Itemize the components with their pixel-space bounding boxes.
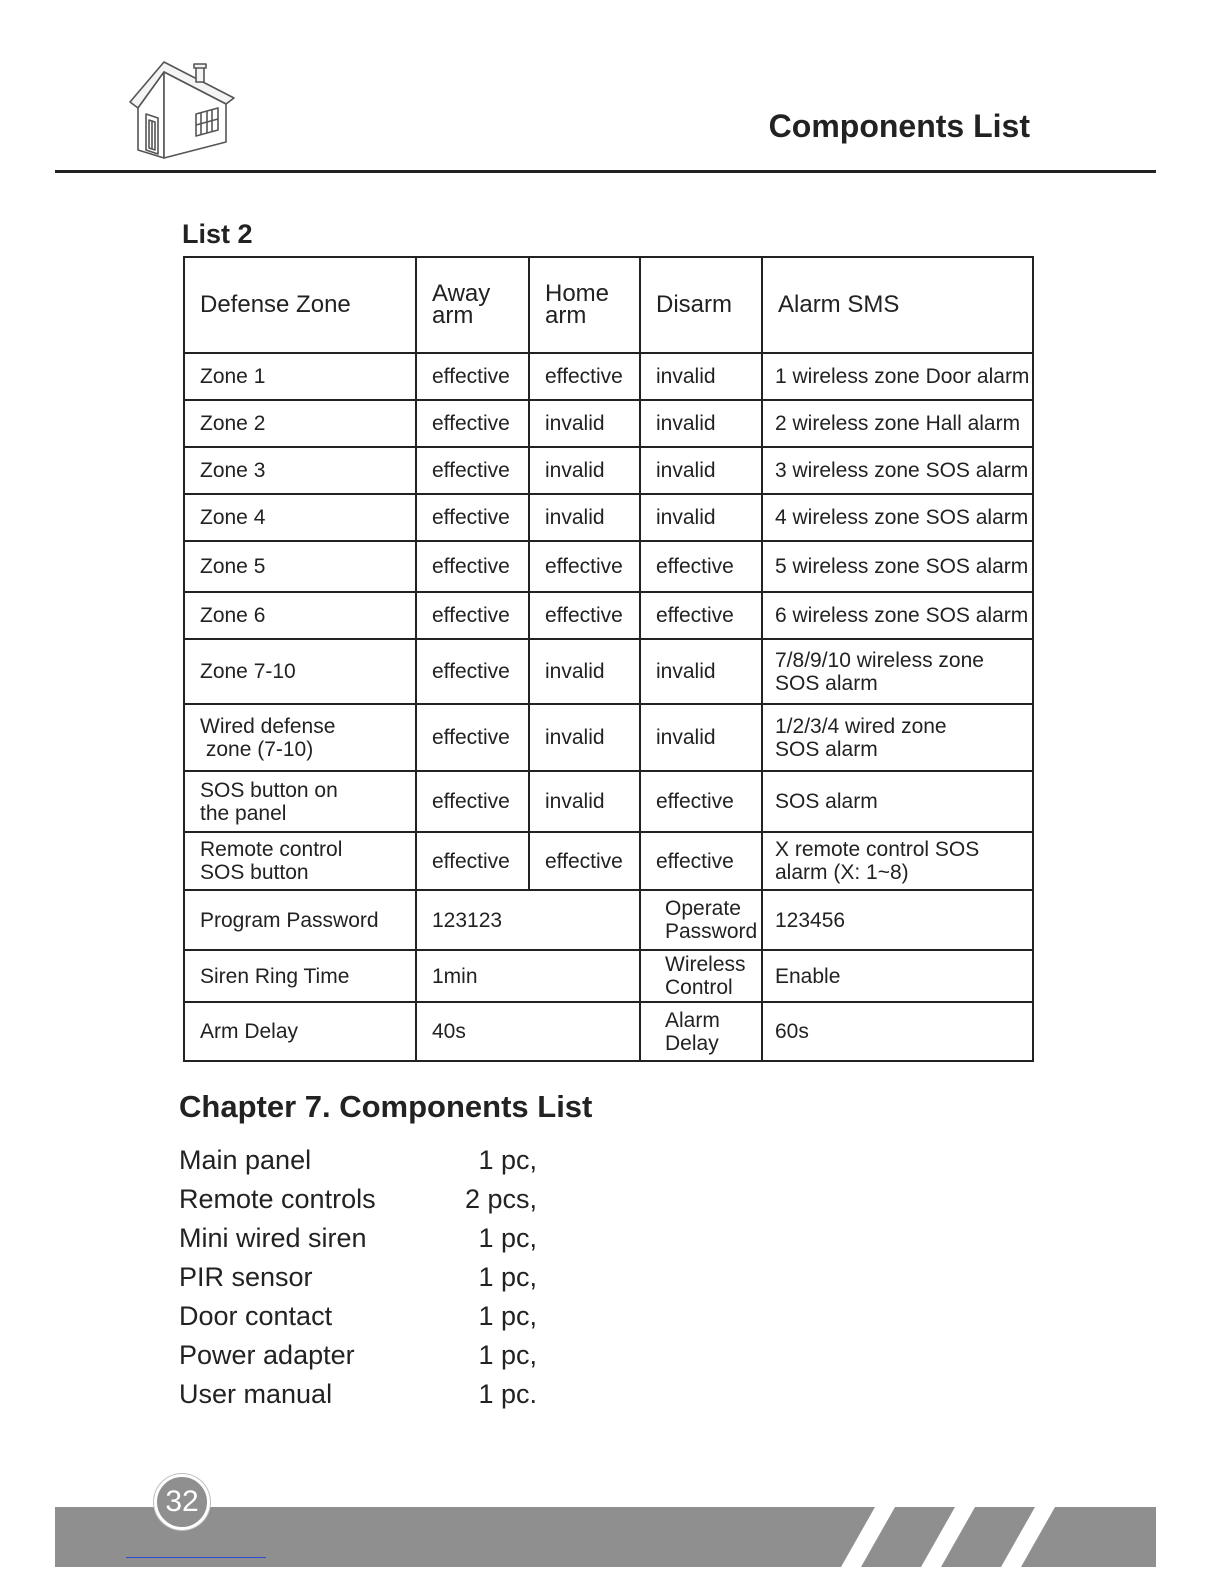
component-name: Remote controls <box>179 1184 376 1214</box>
table-row <box>184 353 1033 400</box>
zone-cell: Zone 2 <box>184 400 416 447</box>
disarm-cell: invalid <box>640 494 762 541</box>
zone-cell: Wired defense zone (7-10) <box>184 704 416 771</box>
list-item <box>179 1145 539 1184</box>
setting-value: 1min <box>416 950 640 1002</box>
disarm-cell: effective <box>640 592 762 639</box>
away-arm-cell: effective <box>416 771 529 832</box>
disarm-cell: invalid <box>640 447 762 494</box>
header-alarm-sms: Alarm SMS <box>762 257 1033 353</box>
away-arm-cell: effective <box>416 447 529 494</box>
list-item <box>179 1379 539 1418</box>
away-arm-cell: effective <box>416 400 529 447</box>
alarm-sms-cell: 4 wireless zone SOS alarm <box>762 494 1033 541</box>
setting-label-2: Wireless Control <box>640 950 762 1002</box>
disarm-cell: invalid <box>640 704 762 771</box>
table-row <box>184 771 1033 832</box>
alarm-sms-cell: 6 wireless zone SOS alarm <box>762 592 1033 639</box>
table-header-row <box>184 257 1033 353</box>
page-number-badge: 32 <box>154 1474 210 1530</box>
component-quantity: 2 pcs, <box>464 1184 537 1214</box>
chapter-title: Chapter 7. Components List <box>179 1089 593 1124</box>
table-row <box>184 592 1033 639</box>
zone-cell: SOS button on the panel <box>184 771 416 832</box>
alarm-sms-cell: SOS alarm <box>762 771 1033 832</box>
component-quantity: 1 pc. <box>478 1379 537 1409</box>
disarm-cell: effective <box>640 541 762 592</box>
away-arm-cell: effective <box>416 353 529 400</box>
away-arm-cell: effective <box>416 832 529 890</box>
settings-row <box>184 950 1033 1002</box>
setting-label-2: Alarm Delay <box>640 1002 762 1061</box>
zone-cell: Zone 6 <box>184 592 416 639</box>
header-home-arm: Home arm <box>529 257 640 353</box>
header-divider <box>55 170 1156 173</box>
list-item <box>179 1262 539 1301</box>
disarm-cell: invalid <box>640 353 762 400</box>
setting-value-2: 60s <box>762 1002 1033 1061</box>
table-row <box>184 541 1033 592</box>
component-name: Main panel <box>179 1145 312 1175</box>
disarm-cell: invalid <box>640 400 762 447</box>
table-row <box>184 832 1033 890</box>
away-arm-cell: effective <box>416 592 529 639</box>
header-disarm: Disarm <box>640 257 762 353</box>
alarm-sms-cell: X remote control SOS alarm (X: 1~8) <box>762 832 1033 890</box>
zone-cell: Zone 4 <box>184 494 416 541</box>
settings-row <box>184 890 1033 950</box>
zone-cell: Zone 5 <box>184 541 416 592</box>
home-arm-cell: invalid <box>529 447 640 494</box>
component-quantity: 1 pc, <box>478 1145 537 1175</box>
settings-row <box>184 1002 1033 1061</box>
list-item <box>179 1223 539 1262</box>
away-arm-cell: effective <box>416 541 529 592</box>
component-name: Mini wired siren <box>179 1223 367 1253</box>
home-arm-cell: effective <box>529 592 640 639</box>
component-name: PIR sensor <box>179 1262 313 1292</box>
setting-label: Siren Ring Time <box>184 950 416 1002</box>
home-arm-cell: invalid <box>529 400 640 447</box>
component-name: Door contact <box>179 1301 333 1331</box>
setting-value-2: 123456 <box>762 890 1033 950</box>
disarm-cell: invalid <box>640 639 762 704</box>
table-row <box>184 704 1033 771</box>
home-arm-cell: invalid <box>529 639 640 704</box>
component-name: Power adapter <box>179 1340 355 1370</box>
defense-zone-table <box>183 256 1034 1062</box>
component-quantity: 1 pc, <box>478 1223 537 1253</box>
alarm-sms-cell: 3 wireless zone SOS alarm <box>762 447 1033 494</box>
table-row <box>184 447 1033 494</box>
footer-band <box>55 1507 1156 1567</box>
home-arm-cell: invalid <box>529 771 640 832</box>
home-arm-cell: invalid <box>529 494 640 541</box>
header-defense-zone: Defense Zone <box>184 257 416 353</box>
home-arm-cell: effective <box>529 353 640 400</box>
alarm-sms-cell: 1/2/3/4 wired zone SOS alarm <box>762 704 1033 771</box>
alarm-sms-cell: 2 wireless zone Hall alarm <box>762 400 1033 447</box>
zone-cell: Zone 3 <box>184 447 416 494</box>
zone-cell: Remote control SOS button <box>184 832 416 890</box>
setting-value: 40s <box>416 1002 640 1061</box>
disarm-cell: effective <box>640 771 762 832</box>
away-arm-cell: effective <box>416 639 529 704</box>
home-arm-cell: invalid <box>529 704 640 771</box>
home-arm-cell: effective <box>529 541 640 592</box>
away-arm-cell: effective <box>416 494 529 541</box>
zone-cell: Zone 7-10 <box>184 639 416 704</box>
table-row <box>184 494 1033 541</box>
list-item <box>179 1301 539 1340</box>
house-icon <box>126 58 238 164</box>
table-row <box>184 400 1033 447</box>
component-name: User manual <box>179 1379 333 1409</box>
zone-cell: Zone 1 <box>184 353 416 400</box>
away-arm-cell: effective <box>416 704 529 771</box>
setting-value-2: Enable <box>762 950 1033 1002</box>
table-row <box>184 639 1033 704</box>
list-item <box>179 1184 539 1223</box>
alarm-sms-cell: 1 wireless zone Door alarm <box>762 353 1033 400</box>
setting-label-2: Operate Password <box>640 890 762 950</box>
alarm-sms-cell: 5 wireless zone SOS alarm <box>762 541 1033 592</box>
header-away-arm: Away arm <box>416 257 529 353</box>
disarm-cell: effective <box>640 832 762 890</box>
home-arm-cell: effective <box>529 832 640 890</box>
alarm-sms-cell: 7/8/9/10 wireless zone SOS alarm <box>762 639 1033 704</box>
component-quantity: 1 pc, <box>478 1301 537 1331</box>
footer-link-underline <box>126 1557 266 1558</box>
setting-label: Program Password <box>184 890 416 950</box>
setting-label: Arm Delay <box>184 1002 416 1061</box>
component-quantity: 1 pc, <box>478 1340 537 1370</box>
component-quantity: 1 pc, <box>478 1262 537 1292</box>
page-header-title: Components List <box>768 108 1030 144</box>
list-heading: List 2 <box>182 219 253 249</box>
components-list <box>179 1145 539 1418</box>
list-item <box>179 1340 539 1379</box>
setting-value: 123123 <box>416 890 640 950</box>
